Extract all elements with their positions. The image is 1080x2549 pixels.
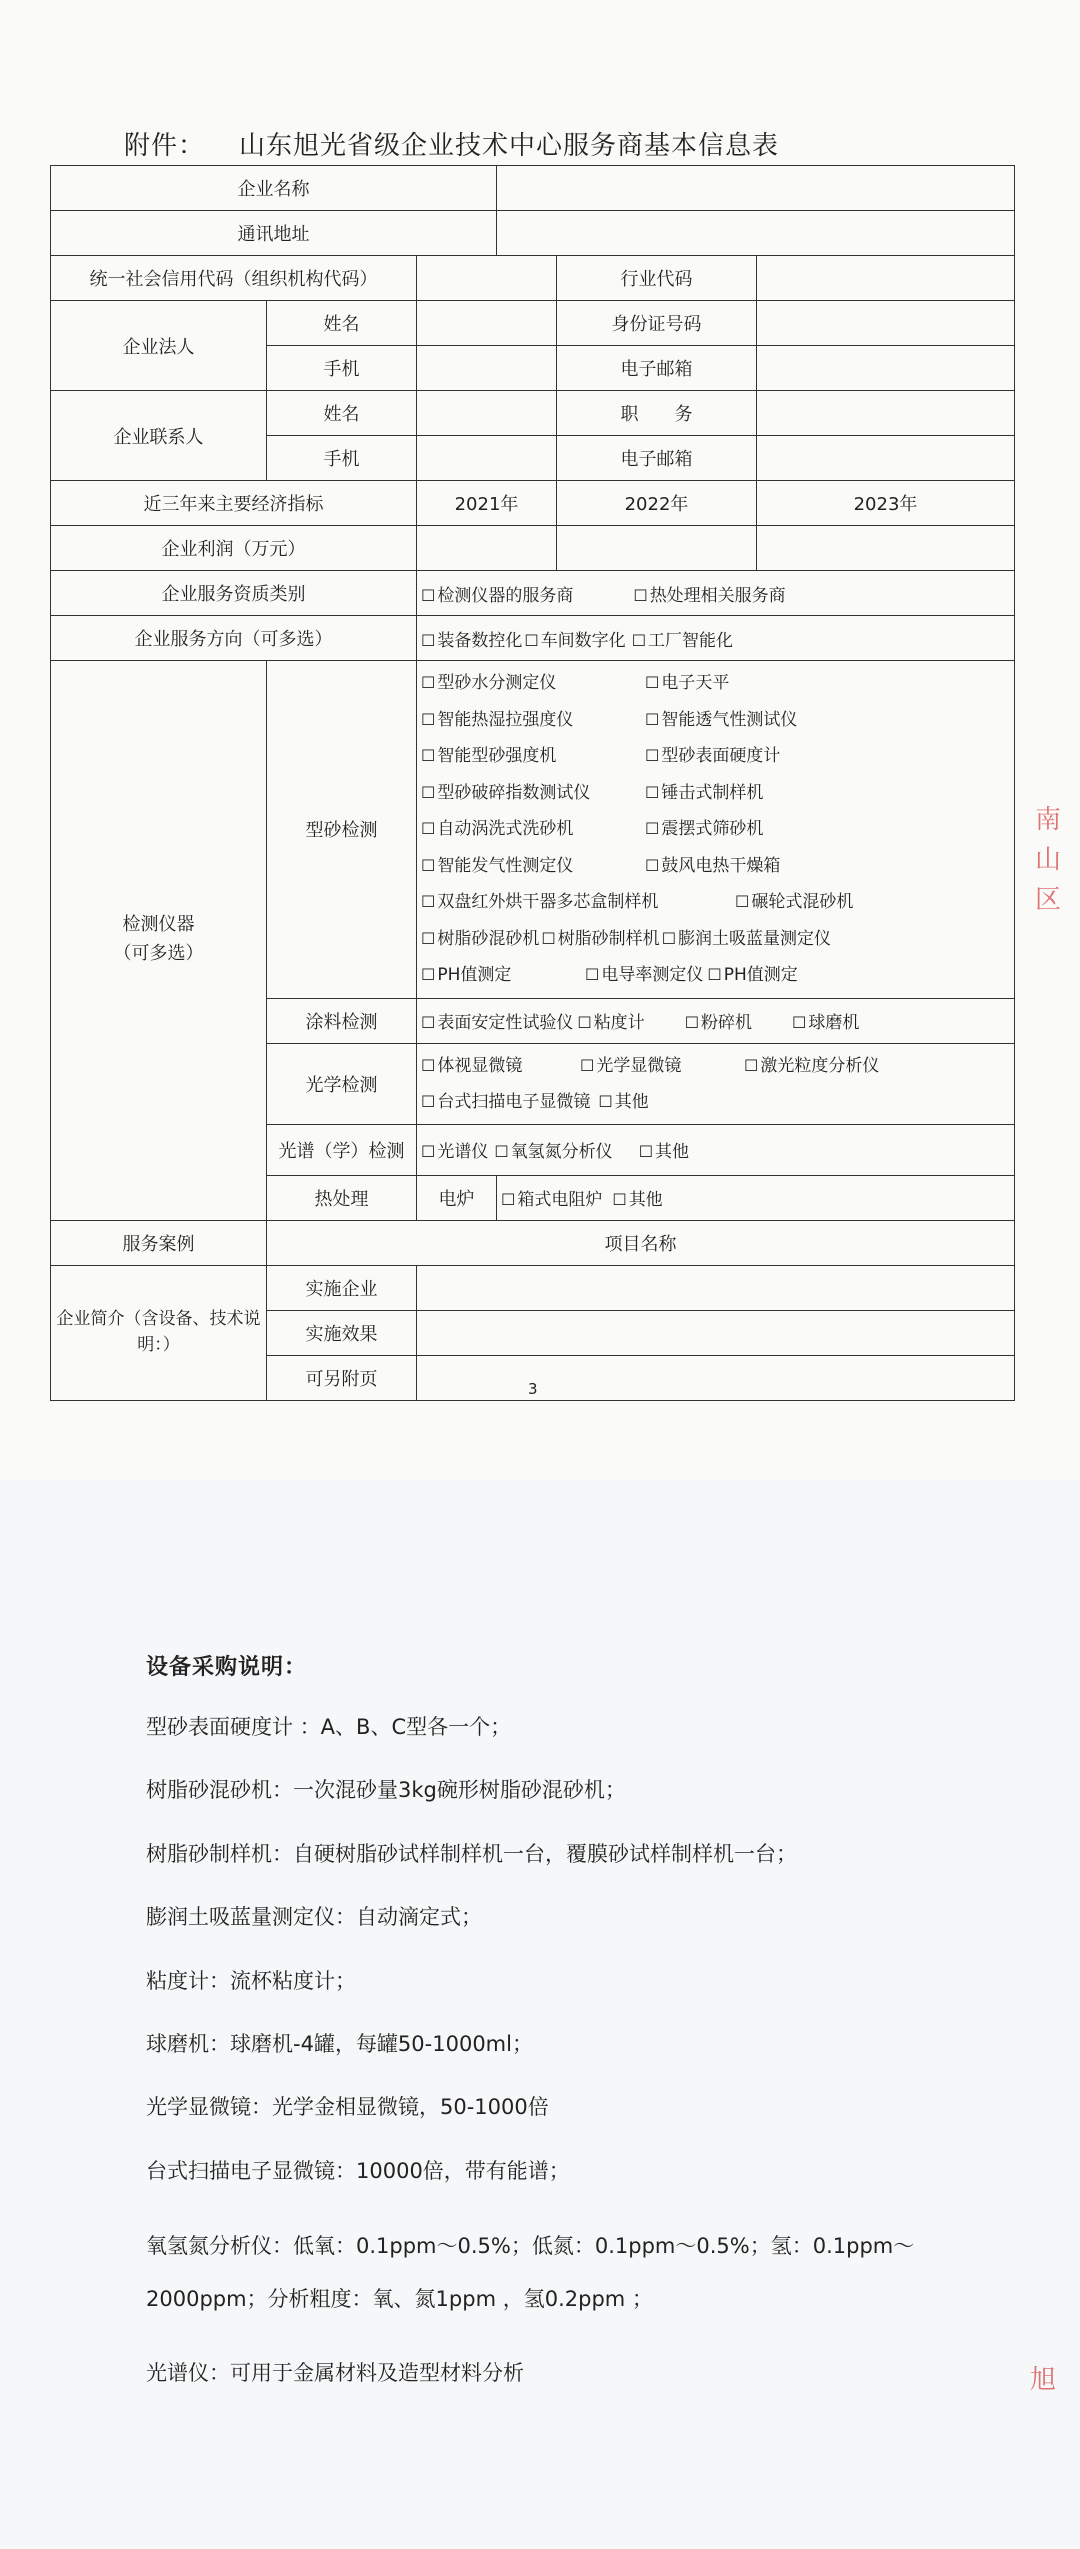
credit-code-label: 统一社会信用代码（组织机构代码）	[51, 256, 417, 301]
page-number: 3	[528, 1380, 538, 1398]
note-line: 光谱仪：可用于金属材料及造型材料分析	[146, 2361, 524, 2386]
page-title	[124, 125, 779, 162]
year-2021: 2021年	[417, 481, 557, 526]
profit-label: 企业利润（万元）	[51, 526, 417, 571]
legal-person-label: 企业法人	[51, 301, 267, 391]
sand-row	[421, 811, 1010, 848]
sand-option[interactable]: ☐ 锤击式制样机	[645, 775, 763, 812]
red-seal-stamp: 南山区	[1035, 805, 1062, 915]
note-line: 膨润土吸蓝量测定仪：自动滴定式；	[146, 1905, 482, 1930]
company-name-field[interactable]	[497, 166, 1015, 211]
sand-option[interactable]: ☐ 电子天平	[645, 665, 729, 702]
note-line: 台式扫描电子显微镜：10000倍，带有能谱；	[146, 2158, 570, 2183]
impl-company-field[interactable]	[417, 1265, 1015, 1310]
legal-email-label: 电子邮箱	[557, 346, 757, 391]
note-line: 球磨机：球磨机-4罐，每罐50-1000ml；	[146, 2031, 533, 2056]
industry-code-label: 行业代码	[557, 256, 757, 301]
info-form-table	[50, 165, 1015, 1401]
optical-label: 光学检测	[267, 1043, 417, 1124]
sand-option[interactable]: ☐ 型砂表面硬度计	[645, 738, 780, 775]
contact-person-label: 企业联系人	[51, 391, 267, 481]
notes-page	[0, 1480, 1080, 2549]
direction-label: 企业服务方向（可多选）	[51, 616, 417, 661]
contact-phone-label: 手机	[267, 436, 417, 481]
optical-option[interactable]: ☐ 其他	[598, 1084, 648, 1120]
impl-company-label: 实施企业	[267, 1265, 417, 1310]
optical-options	[417, 1043, 1015, 1124]
legal-name-label: 姓名	[267, 301, 417, 346]
credit-code-field[interactable]	[417, 256, 557, 301]
note-line: 光学显微镜：光学金相显微镜，50-1000倍	[146, 2095, 549, 2120]
sand-row	[421, 848, 1010, 885]
sand-row	[421, 884, 1010, 921]
coating-options	[417, 998, 1015, 1043]
address-label: 通讯地址	[51, 211, 497, 256]
impl-effect-field[interactable]	[417, 1310, 1015, 1355]
spectral-label: 光谱（学）检测	[267, 1124, 417, 1175]
note-line: 树脂砂混砂机：一次混砂量3kg碗形树脂砂混砂机；	[146, 1778, 626, 1803]
contact-email-label: 电子邮箱	[557, 436, 757, 481]
sand-label: 型砂检测	[267, 661, 417, 999]
profit-2022-field[interactable]	[557, 526, 757, 571]
sand-option[interactable]: ☐ 碾轮式混砂机	[735, 884, 853, 921]
contact-position-label: 职 务	[557, 391, 757, 436]
sand-option[interactable]: ☐ 型砂水分测定仪	[421, 665, 631, 702]
sand-option[interactable]: ☐ 智能透气性测试仪	[645, 702, 797, 739]
sand-options	[417, 661, 1015, 999]
sand-row	[421, 702, 1010, 739]
attach-page-field[interactable]	[417, 1355, 1015, 1400]
legal-id-field[interactable]	[757, 301, 1015, 346]
sand-option[interactable]: ☐ 自动涡洗式洗砂机	[421, 811, 631, 848]
direction-options	[417, 616, 1015, 661]
red-seal-stamp: 旭	[1030, 2365, 1057, 2395]
address-field[interactable]	[497, 211, 1015, 256]
qual-option-instrument[interactable]: ☐ 检测仪器的服务商	[421, 581, 573, 606]
direction-option-factory[interactable]: ☐ 工厂智能化	[632, 626, 733, 651]
optical-row	[421, 1048, 1010, 1084]
sand-row	[421, 738, 1010, 775]
instrument-label	[51, 661, 267, 1221]
coating-label: 涂料检测	[267, 998, 417, 1043]
legal-phone-field[interactable]	[417, 346, 557, 391]
qual-option-heat[interactable]: ☐ 热处理相关服务商	[633, 581, 785, 606]
sand-row	[421, 957, 1010, 994]
sand-option[interactable]: ☐ 双盘红外烘干器多芯盒制样机	[421, 884, 721, 921]
heat-label: 热处理	[267, 1175, 417, 1220]
sand-option[interactable]: ☐ 树脂砂制样机	[541, 921, 659, 958]
note-line: 氧氢氮分析仪：低氧：0.1ppm～0.5%；低氮：0.1ppm～0.5%；氢：0.1ppm～2000ppm；分析粗度：氧、氮1ppm ，氢0.2ppm ；	[146, 2234, 915, 2311]
sand-option[interactable]: ☐ 鼓风电热干燥箱	[645, 848, 780, 885]
sand-option[interactable]: ☐ 智能型砂强度机	[421, 738, 631, 775]
year-2022: 2022年	[557, 481, 757, 526]
spectral-option[interactable]: ☐ 氧氢氮分析仪	[494, 1137, 612, 1162]
sand-option[interactable]: ☐ 型砂破碎指数测试仪	[421, 775, 631, 812]
impl-effect-label: 实施效果	[267, 1310, 417, 1355]
qual-options	[417, 571, 1015, 616]
direction-option-workshop[interactable]: ☐ 车间数字化	[524, 626, 625, 651]
sand-row	[421, 775, 1010, 812]
legal-phone-label: 手机	[267, 346, 417, 391]
sand-option[interactable]: ☐ 智能发气性测定仪	[421, 848, 631, 885]
note-line: 型砂表面硬度计 ：A、B、C型各一个；	[146, 1715, 512, 1739]
industry-code-field[interactable]	[757, 256, 1015, 301]
direction-option-equipment[interactable]: ☐ 装备数控化	[421, 626, 522, 651]
sand-option[interactable]: ☐ 膨润土吸蓝量测定仪	[662, 921, 831, 958]
spectral-option[interactable]: ☐ 其他	[639, 1137, 689, 1162]
sand-option[interactable]: ☐ 电导率测定仪	[585, 957, 703, 994]
coating-option[interactable]: ☐ 球磨机	[792, 1008, 859, 1033]
optical-option[interactable]: ☐ 光学显微镜	[580, 1048, 730, 1084]
contact-position-field[interactable]	[757, 391, 1015, 436]
sand-option[interactable]: ☐ PH值测定	[707, 957, 797, 994]
instrument-title: 检测仪器	[122, 914, 195, 936]
note-line: 粘度计：流杯粘度计；	[146, 1968, 356, 1993]
legal-id-label: 身份证号码	[557, 301, 757, 346]
optical-row	[421, 1084, 1010, 1120]
furnace-label: 电炉	[417, 1175, 497, 1220]
contact-name-field[interactable]	[417, 391, 557, 436]
instrument-multi: （可多选）	[113, 943, 204, 965]
coating-option[interactable]: ☐ 粘度计	[577, 1008, 644, 1033]
legal-name-field[interactable]	[417, 301, 557, 346]
attachment-label: 附件：	[124, 131, 206, 161]
intro-label: 企业简介（含设备、技术说明：）	[51, 1265, 267, 1400]
profit-2023-field[interactable]	[757, 526, 1015, 571]
year-2023: 2023年	[757, 481, 1015, 526]
furnace-option[interactable]: ☐ 其他	[612, 1185, 662, 1210]
sand-option[interactable]: ☐ 震摆式筛砂机	[645, 811, 763, 848]
company-name-label: 企业名称	[51, 166, 497, 211]
sand-option[interactable]: ☐ 树脂砂混砂机	[421, 921, 539, 958]
qual-label: 企业服务资质类别	[51, 571, 417, 616]
project-name-label: 项目名称	[267, 1220, 1015, 1265]
contact-phone-field[interactable]	[417, 436, 557, 481]
contact-email-field[interactable]	[757, 436, 1015, 481]
optical-option[interactable]: ☐ 激光粒度分析仪	[744, 1048, 879, 1084]
econ-label: 近三年来主要经济指标	[51, 481, 417, 526]
sand-option[interactable]: ☐ PH值测定	[421, 957, 571, 994]
profit-2021-field[interactable]	[417, 526, 557, 571]
sand-option[interactable]: ☐ 智能热湿拉强度仪	[421, 702, 631, 739]
form-title: 山东旭光省级企业技术中心服务商基本信息表	[239, 131, 780, 161]
notes-heading: 设备采购说明：	[146, 1655, 308, 1680]
furnace-option[interactable]: ☐ 箱式电阻炉	[501, 1185, 602, 1210]
spectral-options	[417, 1124, 1015, 1175]
note-line: 树脂砂制样机：自硬树脂砂试样制样机一台，覆膜砂试样制样机一台；	[146, 1841, 797, 1866]
optical-option[interactable]: ☐ 台式扫描电子显微镜	[421, 1084, 590, 1120]
coating-option[interactable]: ☐ 粉碎机	[685, 1008, 752, 1033]
optical-option[interactable]: ☐ 体视显微镜	[421, 1048, 566, 1084]
cases-label: 服务案例	[51, 1220, 267, 1265]
legal-email-field[interactable]	[757, 346, 1015, 391]
attach-page-label: 可另附页	[267, 1355, 417, 1400]
contact-name-label: 姓名	[267, 391, 417, 436]
sand-row	[421, 921, 1010, 958]
spectral-option[interactable]: ☐ 光谱仪	[421, 1137, 488, 1162]
purchase-notes	[146, 1650, 966, 2423]
coating-option[interactable]: ☐ 表面安定性试验仪	[421, 1008, 573, 1033]
sand-row	[421, 665, 1010, 702]
furnace-options	[497, 1175, 1015, 1220]
